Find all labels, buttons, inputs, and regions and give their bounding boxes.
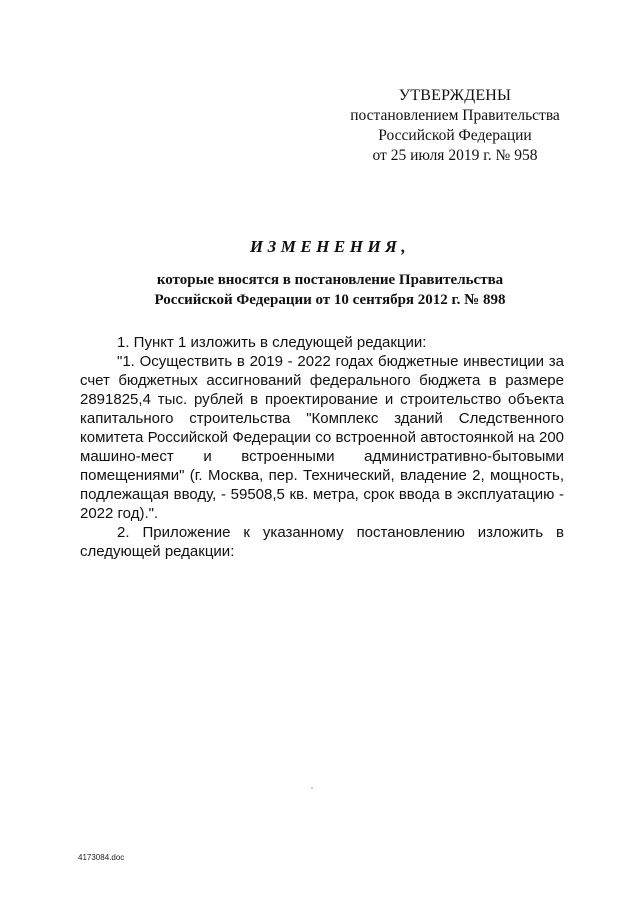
document-body bbox=[80, 333, 564, 561]
approval-line-3: от 25 июля 2019 г. № 958 bbox=[372, 147, 538, 164]
approval-block bbox=[344, 86, 566, 166]
approval-title: УТВЕРЖДЕНЫ bbox=[398, 87, 512, 104]
document-heading bbox=[80, 236, 580, 310]
paragraph-1: 1. Пункт 1 изложить в следующей редакции: bbox=[117, 334, 427, 351]
paragraph-3: 2. Приложение к указанному постановлению изложить в следующей редакции: bbox=[80, 524, 564, 560]
scan-speck bbox=[311, 787, 313, 789]
heading-subtitle-1: которые вносятся в постановление Правительства bbox=[156, 272, 504, 288]
approval-line-2: Российской Федерации bbox=[378, 127, 532, 144]
footer-doc-code: 4173084.doc bbox=[78, 853, 125, 862]
approval-line-1: постановлением Правительства bbox=[350, 107, 560, 124]
heading-subtitle-2: Российской Федерации от 10 сентября 2012 г. № 898 bbox=[154, 292, 506, 308]
heading-title: ИЗМЕНЕНИЯ, bbox=[249, 237, 411, 256]
paragraph-2: "1. Осуществить в 2019 - 2022 годах бюджетные инвестиции за счет бюджетных ассигнований федерального бюджета в размере 2891825,4 тыс. рублей в проектирование и строительство объекта капитального строительства "Комплекс зданий Следственного комитета Российской Федерации со встроенной автостоянкой на 200 машино-мест и встроенными административно-бытовыми помещениями" (г. Москва, пер. Технический, владение 2, мощность, подлежащая вводу, - 59508,5 кв. метра, срок ввода в эксплуатацию - 2022 год).". bbox=[80, 353, 564, 522]
